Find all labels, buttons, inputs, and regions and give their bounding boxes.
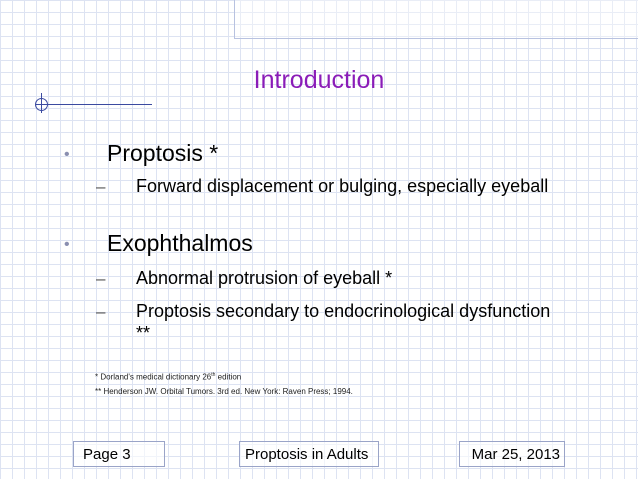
dash-icon: – — [96, 177, 106, 196]
footer-date-box — [459, 441, 565, 467]
footer-page-number: Page 3 — [83, 446, 131, 463]
bullet-exophthalmos: Exophthalmos — [107, 230, 253, 256]
footnote-dorlands-text: * Dorland's medical dictionary 26 — [95, 372, 212, 382]
footnote-superscript: th — [211, 372, 216, 378]
dash-icon: – — [96, 302, 106, 321]
footnote-dorlands — [95, 372, 241, 382]
slide-title: Introduction — [253, 66, 385, 94]
bullet-icon: • — [64, 146, 70, 163]
subitem-abnormal-protrusion: Abnormal protrusion of eyeball * — [136, 268, 393, 288]
circle-decoration — [35, 98, 48, 111]
footnote-henderson: ** Henderson JW. Orbital Tumors. 3rd ed. New York: Raven Press; 1994. — [95, 387, 353, 396]
bullet-proptosis: Proptosis * — [107, 140, 219, 166]
footer-page-box — [73, 441, 165, 467]
footer-title-box — [239, 441, 379, 467]
footer-date: Mar 25, 2013 — [471, 446, 560, 463]
corner-decoration-box — [234, 0, 638, 39]
subitem-forward-displacement: Forward displacement or bulging, especially eyeball — [136, 176, 549, 196]
bullet-icon: • — [64, 236, 70, 253]
divider-line — [36, 104, 152, 105]
dash-icon: – — [96, 269, 106, 288]
footnote-dorlands-edition: edition — [215, 372, 242, 382]
subitem-endocrinological: Proptosis secondary to endocrinological dysfunction ** — [136, 301, 551, 343]
footer-presentation-title: Proptosis in Adults — [245, 446, 369, 463]
